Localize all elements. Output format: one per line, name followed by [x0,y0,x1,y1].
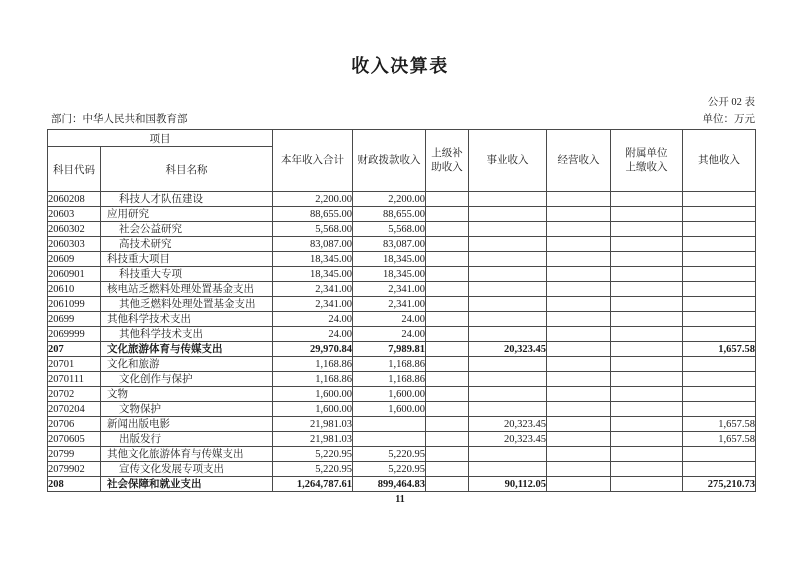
value-cell [469,312,547,327]
value-cell [611,357,683,372]
project-group-header: 项目 [48,130,273,147]
value-cell [547,477,611,492]
value-cell [611,237,683,252]
subject-name-cell: 科技人才队伍建设 [101,192,273,207]
subject-code-cell: 2070605 [48,432,101,447]
subject-name-cell: 文化和旅游 [101,357,273,372]
value-cell [547,297,611,312]
value-cell [469,402,547,417]
value-cell [547,357,611,372]
table-row [48,207,756,222]
header-line: 助收入 [431,161,463,173]
header-line: 上级补 [431,147,463,159]
table-row [48,402,756,417]
public-table-label: 公开 02 表 [707,97,755,108]
value-cell [426,222,469,237]
value-cell [469,387,547,402]
value-cell: 1,657.58 [683,432,756,447]
value-cell [426,417,469,432]
value-cell [611,462,683,477]
value-cell [611,252,683,267]
value-cell [547,237,611,252]
value-cell: 2,341.00 [353,282,426,297]
subject-name-header: 科目名称 [101,147,273,192]
value-cell [426,372,469,387]
header-line: 上缴收入 [625,161,668,173]
value-cell: 18,345.00 [353,252,426,267]
value-cell: 24.00 [273,327,353,342]
table-row [48,252,756,267]
table-row [48,432,756,447]
value-cell [547,222,611,237]
subject-name-cell: 出版发行 [101,432,273,447]
value-cell [547,402,611,417]
value-cell: 21,981.03 [273,417,353,432]
value-cell: 5,220.95 [273,447,353,462]
value-cell [683,447,756,462]
value-cell: 5,568.00 [273,222,353,237]
subject-name-cell: 社会公益研究 [101,222,273,237]
value-cell [547,312,611,327]
subject-code-cell: 20609 [48,252,101,267]
value-cell: 5,220.95 [353,462,426,477]
subject-name-cell: 文化创作与保护 [101,372,273,387]
table-body [48,192,756,492]
value-cell: 2,341.00 [273,282,353,297]
subject-name-cell: 核电站乏燃料处理处置基金支出 [101,282,273,297]
subject-code-cell: 2070204 [48,402,101,417]
value-cell: 2,341.00 [353,297,426,312]
value-cell [611,447,683,462]
value-cell [426,432,469,447]
value-cell [547,267,611,282]
table-row [48,372,756,387]
value-cell [683,282,756,297]
value-cell: 5,568.00 [353,222,426,237]
subject-code-header: 科目代码 [48,147,101,192]
table-row [48,297,756,312]
header-line: 其他收入 [698,154,740,166]
value-cell: 1,600.00 [353,402,426,417]
value-cell [469,252,547,267]
subject-name-cell: 文化旅游体育与传媒支出 [101,342,273,357]
value-cell [683,252,756,267]
value-cell: 18,345.00 [353,267,426,282]
subject-code-cell: 20699 [48,312,101,327]
subject-name-cell: 应用研究 [101,207,273,222]
income-column-header [683,130,756,192]
unit-label: 单位：万元 [702,114,755,125]
header-line: 事业收入 [486,154,529,166]
value-cell [611,327,683,342]
table-row [48,387,756,402]
subject-name-cell: 文物 [101,387,273,402]
table-row [48,237,756,252]
value-cell: 88,655.00 [353,207,426,222]
value-cell [683,357,756,372]
value-cell: 20,323.45 [469,432,547,447]
value-cell [547,417,611,432]
subject-code-cell: 2060208 [48,192,101,207]
subject-code-cell: 2079902 [48,462,101,477]
value-cell: 18,345.00 [273,252,353,267]
value-cell: 83,087.00 [353,237,426,252]
value-cell [683,192,756,207]
value-cell [611,342,683,357]
subject-name-cell: 新闻出版电影 [101,417,273,432]
table-row [48,267,756,282]
subject-code-cell: 207 [48,342,101,357]
value-cell [611,192,683,207]
value-cell [611,222,683,237]
subject-code-cell: 20701 [48,357,101,372]
subject-code-cell: 2060901 [48,267,101,282]
subject-code-cell: 2060303 [48,237,101,252]
value-cell [683,297,756,312]
value-cell [426,477,469,492]
value-cell [469,267,547,282]
value-cell [469,357,547,372]
value-cell [611,402,683,417]
value-cell [611,372,683,387]
value-cell [547,207,611,222]
value-cell [426,267,469,282]
revenue-table [47,129,756,492]
value-cell: 899,464.83 [353,477,426,492]
value-cell: 2,341.00 [273,297,353,312]
value-cell [547,372,611,387]
header-line: 附属单位 [625,147,668,159]
value-cell [426,207,469,222]
income-column-header [426,130,469,192]
value-cell [426,282,469,297]
subject-code-cell: 208 [48,477,101,492]
department-label: 部门：中华人民共和国教育部 [51,114,188,125]
value-cell: 1,168.86 [273,372,353,387]
value-cell [683,462,756,477]
value-cell [547,192,611,207]
value-cell [683,222,756,237]
value-cell [547,462,611,477]
header-line: 本年收入合计 [281,154,344,166]
subject-code-cell: 2060302 [48,222,101,237]
table-row [48,282,756,297]
value-cell: 1,168.86 [353,357,426,372]
value-cell [683,372,756,387]
table-row [48,462,756,477]
value-cell [426,357,469,372]
value-cell [683,237,756,252]
value-cell: 1,168.86 [353,372,426,387]
value-cell [426,447,469,462]
value-cell [611,387,683,402]
value-cell [611,282,683,297]
value-cell [611,207,683,222]
subject-code-cell: 2061099 [48,297,101,312]
page-title: 收入决算表 [351,56,449,76]
value-cell [426,402,469,417]
value-cell [547,342,611,357]
value-cell [469,222,547,237]
value-cell [469,192,547,207]
subject-name-cell: 其他乏燃料处理处置基金支出 [101,297,273,312]
value-cell: 1,657.58 [683,342,756,357]
value-cell: 1,264,787.61 [273,477,353,492]
income-column-header [547,130,611,192]
header-line: 经营收入 [557,154,600,166]
value-cell [547,252,611,267]
value-cell: 90,112.05 [469,477,547,492]
subject-code-cell: 2069999 [48,327,101,342]
subject-name-cell: 宣传文化发展专项支出 [101,462,273,477]
value-cell [611,432,683,447]
value-cell: 5,220.95 [273,462,353,477]
table-row [48,327,756,342]
value-cell [683,327,756,342]
value-cell: 275,210.73 [683,477,756,492]
subject-name-cell: 文物保护 [101,402,273,417]
value-cell: 1,600.00 [273,402,353,417]
value-cell [469,207,547,222]
value-cell [683,207,756,222]
value-cell: 20,323.45 [469,342,547,357]
value-cell [426,192,469,207]
value-cell [547,327,611,342]
subject-code-cell: 2070111 [48,372,101,387]
value-cell [469,372,547,387]
value-cell [469,327,547,342]
value-cell: 24.00 [273,312,353,327]
subject-name-cell: 其他科学技术支出 [101,312,273,327]
value-cell: 5,220.95 [353,447,426,462]
subject-code-cell: 20706 [48,417,101,432]
value-cell [547,447,611,462]
table-row [48,417,756,432]
value-cell [426,387,469,402]
value-cell [426,252,469,267]
value-cell: 24.00 [353,312,426,327]
value-cell [683,387,756,402]
value-cell [426,327,469,342]
value-cell [426,297,469,312]
value-cell [469,282,547,297]
income-column-header [469,130,547,192]
value-cell [611,312,683,327]
table-header [48,130,756,192]
value-cell: 2,200.00 [353,192,426,207]
table-row [48,342,756,357]
subject-name-cell: 高技术研究 [101,237,273,252]
income-column-header [611,130,683,192]
table-row [48,477,756,492]
value-cell [683,312,756,327]
subject-name-cell: 其他科学技术支出 [101,327,273,342]
value-cell [611,267,683,282]
value-cell: 24.00 [353,327,426,342]
value-cell [426,312,469,327]
table-row [48,192,756,207]
value-cell: 83,087.00 [273,237,353,252]
value-cell: 2,200.00 [273,192,353,207]
subject-name-cell: 社会保障和就业支出 [101,477,273,492]
value-cell: 18,345.00 [273,267,353,282]
value-cell: 1,600.00 [273,387,353,402]
value-cell: 20,323.45 [469,417,547,432]
value-cell [469,237,547,252]
value-cell [353,432,426,447]
value-cell [683,402,756,417]
subject-name-cell: 科技重大专项 [101,267,273,282]
table-row [48,357,756,372]
subject-name-cell: 其他文化旅游体育与传媒支出 [101,447,273,462]
value-cell [611,297,683,312]
value-cell [611,477,683,492]
value-cell [611,417,683,432]
value-cell: 1,168.86 [273,357,353,372]
subject-code-cell: 20702 [48,387,101,402]
subject-name-cell: 科技重大项目 [101,252,273,267]
value-cell [547,387,611,402]
value-cell: 21,981.03 [273,432,353,447]
value-cell [469,447,547,462]
table-row [48,447,756,462]
income-column-header [273,130,353,192]
value-cell [426,342,469,357]
value-cell: 1,600.00 [353,387,426,402]
value-cell: 29,970.84 [273,342,353,357]
table-row [48,312,756,327]
value-cell: 88,655.00 [273,207,353,222]
value-cell [469,297,547,312]
value-cell [547,282,611,297]
value-cell: 1,657.58 [683,417,756,432]
value-cell [353,417,426,432]
header-line: 财政拨款收入 [357,154,421,166]
page-number: 11 [395,494,405,505]
value-cell [426,237,469,252]
value-cell [547,432,611,447]
subject-code-cell: 20610 [48,282,101,297]
table-row [48,222,756,237]
income-column-header [353,130,426,192]
value-cell: 7,989.81 [353,342,426,357]
value-cell [426,462,469,477]
subject-code-cell: 20799 [48,447,101,462]
value-cell [683,267,756,282]
subject-code-cell: 20603 [48,207,101,222]
value-cell [469,462,547,477]
